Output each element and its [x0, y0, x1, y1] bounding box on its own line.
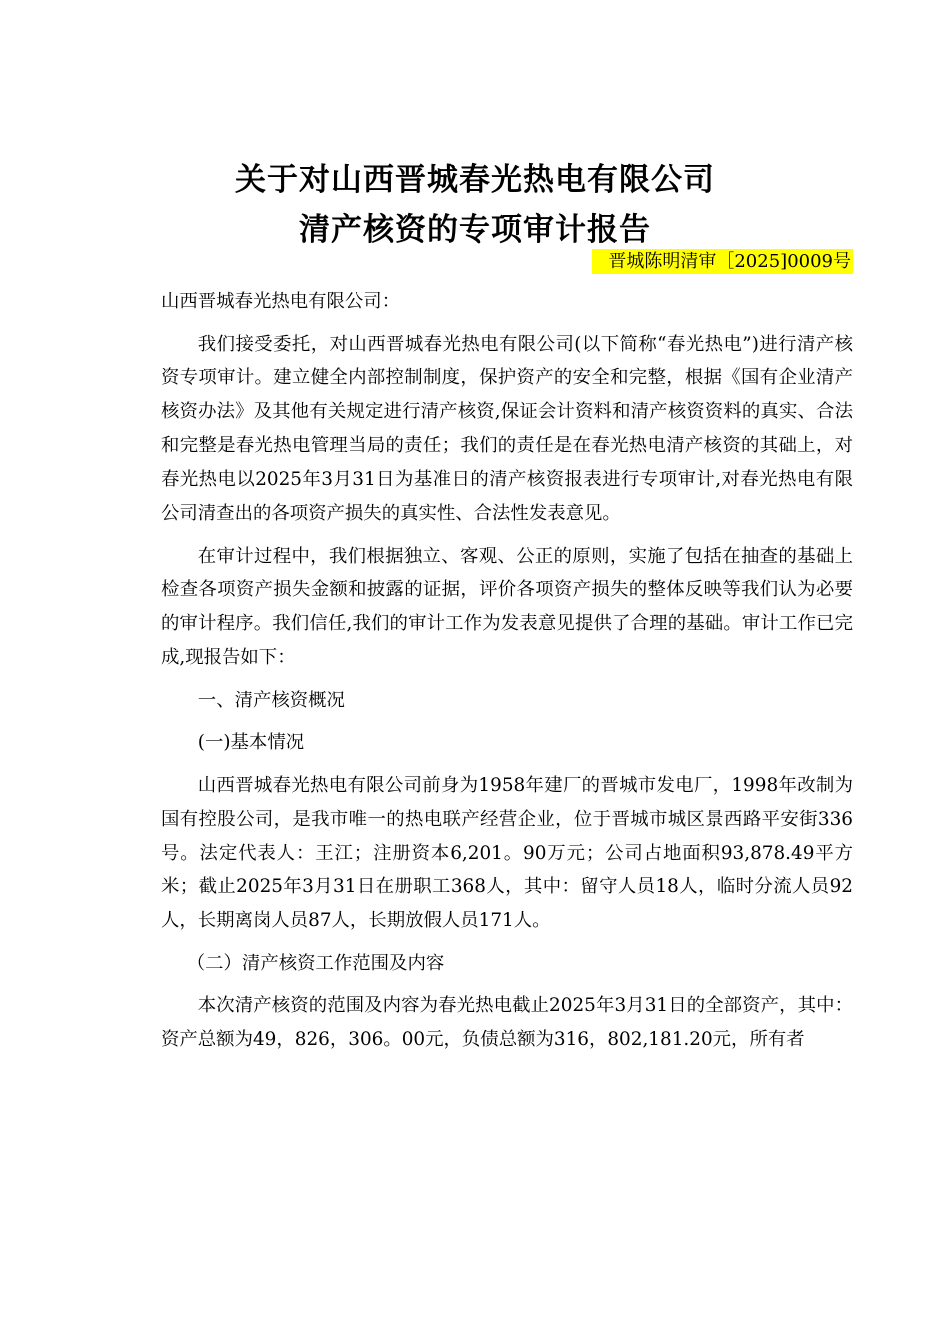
- subsection-heading-scope: （二）清产核资工作范围及内容: [186, 952, 445, 974]
- addressee: 山西晋城春光热电有限公司：: [161, 291, 401, 312]
- report-title-line-2: 清产核资的专项审计报告: [299, 212, 651, 248]
- report-body: [161, 285, 853, 1066]
- report-title-line-1: 关于对山西晋城春光热电有限公司: [235, 162, 715, 198]
- paragraph-basic-info: 山西晋城春光热电有限公司前身为1958年建厂的晋城市发电厂，1998年改制为国有控股公司，是我市唯一的热电联产经营企业，位于晋城市城区景西路平安街336号。法定代表人：王江；注册资本6,201。90万元；公司占地面积93,878.49平方米；截止2025年3月31日在册职工368人，其中：留守人员18人，临时分流人员92人，长期离岗人员87人，长期放假人员171人。: [161, 774, 853, 932]
- paragraph-audit-procedure: 在审计过程中，我们根据独立、客观、公正的原则，实施了包括在抽查的基础上检查各项资产损失金额和披露的证据，评价各项资产损失的整体反映等我们认为必要的审计程序。我们信任,我们的审计工作为发表意见提供了合理的基础。审计工作已完成,现报告如下：: [161, 545, 853, 669]
- document-number-highlight: 晋城陈明清审［2025]0009号: [592, 249, 853, 274]
- section-heading-overview: 一、清产核资概况: [197, 689, 345, 711]
- subsection-heading-basic-info: (一)基本情况: [197, 732, 305, 754]
- paragraph-intro: 我们接受委托，对山西晋城春光热电有限公司(以下简称“春光热电”)进行清产核资专项审计。建立健全内部控制制度，保护资产的安全和完整，根据《国有企业清产核资办法》及其他有关规定进行清产核资,保证会计资料和清产核资资料的真实、合法和完整是春光热电管理当局的责任；我们的责任是在春光热电清产核资的其础上，对春光热电以2025年3月31日为基准日的清产核资报表进行专项审计,对春光热电有限公司清查出的各项资产损失的真实性、合法性发表意见。: [161, 333, 853, 525]
- paragraph-scope: 本次清产核资的范围及内容为春光热电截止2025年3月31日的全部资产，其中：资产总额为49，826，306。00元，负债总额为316，802,181.20元，所有者: [161, 995, 853, 1051]
